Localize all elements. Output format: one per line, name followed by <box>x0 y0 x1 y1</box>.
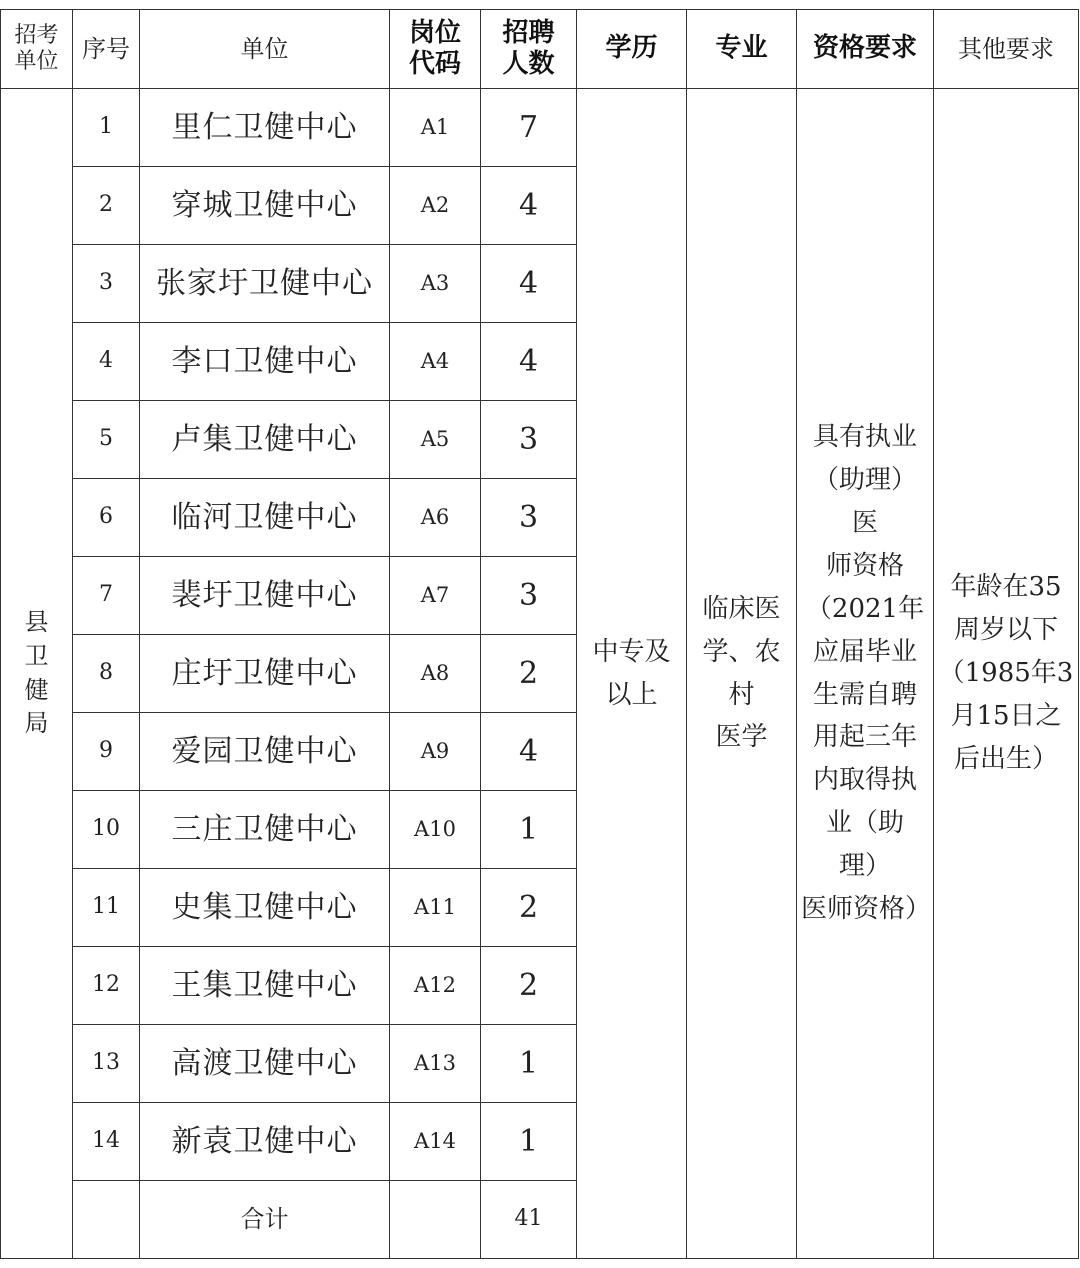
total-label: 合计 <box>140 1181 390 1259</box>
count-cell: 2 <box>481 635 577 713</box>
unit-cell: 卢集卫健中心 <box>140 401 390 479</box>
header-count: 招聘 人数 <box>481 10 577 89</box>
qualification-cell: 具有执业 （助理）医 师资格 （2021年 应届毕业 生需自聘 用起三年 内取得执 业（助理） 医师资格） <box>797 89 934 1259</box>
total-seq-empty <box>73 1181 140 1259</box>
seq-cell: 2 <box>73 167 140 245</box>
unit-cell: 临河卫健中心 <box>140 479 390 557</box>
code-cell: A14 <box>390 1103 481 1181</box>
header-major: 专业 <box>687 10 797 89</box>
unit-cell: 裴圩卫健中心 <box>140 557 390 635</box>
unit-cell: 王集卫健中心 <box>140 947 390 1025</box>
unit-cell: 张家圩卫健中心 <box>140 245 390 323</box>
seq-cell: 14 <box>73 1103 140 1181</box>
header-other: 其他要求 <box>934 10 1079 89</box>
seq-cell: 1 <box>73 89 140 167</box>
count-cell: 3 <box>481 401 577 479</box>
unit-cell: 爱园卫健中心 <box>140 713 390 791</box>
code-cell: A6 <box>390 479 481 557</box>
total-code-empty <box>390 1181 481 1259</box>
count-cell: 4 <box>481 713 577 791</box>
code-cell: A2 <box>390 167 481 245</box>
count-cell: 1 <box>481 1025 577 1103</box>
count-cell: 7 <box>481 89 577 167</box>
count-cell: 1 <box>481 791 577 869</box>
seq-cell: 13 <box>73 1025 140 1103</box>
code-cell: A11 <box>390 869 481 947</box>
seq-cell: 12 <box>73 947 140 1025</box>
header-qualification: 资格要求 <box>797 10 934 89</box>
count-cell: 2 <box>481 947 577 1025</box>
unit-cell: 三庄卫健中心 <box>140 791 390 869</box>
header-education: 学历 <box>577 10 687 89</box>
count-cell: 1 <box>481 1103 577 1181</box>
code-cell: A1 <box>390 89 481 167</box>
major-cell: 临床医 学、农村 医学 <box>687 89 797 1259</box>
recruitment-table <box>0 9 1079 1259</box>
code-cell: A5 <box>390 401 481 479</box>
count-cell: 2 <box>481 869 577 947</box>
seq-cell: 10 <box>73 791 140 869</box>
code-cell: A3 <box>390 245 481 323</box>
code-cell: A7 <box>390 557 481 635</box>
count-cell: 3 <box>481 557 577 635</box>
dept-cell: 县 卫 健 局 <box>1 89 73 1259</box>
header-seq: 序号 <box>73 10 140 89</box>
other-cell: 年龄在35 周岁以下 （1985年3 月15日之 后出生） <box>934 89 1079 1259</box>
header-dept: 招考 单位 <box>1 10 73 89</box>
seq-cell: 8 <box>73 635 140 713</box>
count-cell: 4 <box>481 323 577 401</box>
count-cell: 4 <box>481 245 577 323</box>
seq-cell: 9 <box>73 713 140 791</box>
seq-cell: 6 <box>73 479 140 557</box>
unit-cell: 庄圩卫健中心 <box>140 635 390 713</box>
code-cell: A12 <box>390 947 481 1025</box>
table-row <box>1 89 1079 167</box>
code-cell: A4 <box>390 323 481 401</box>
code-cell: A13 <box>390 1025 481 1103</box>
code-cell: A9 <box>390 713 481 791</box>
seq-cell: 7 <box>73 557 140 635</box>
header-row <box>1 10 1079 89</box>
seq-cell: 4 <box>73 323 140 401</box>
code-cell: A10 <box>390 791 481 869</box>
code-cell: A8 <box>390 635 481 713</box>
unit-cell: 穿城卫健中心 <box>140 167 390 245</box>
count-cell: 3 <box>481 479 577 557</box>
education-cell: 中专及 以上 <box>577 89 687 1259</box>
unit-cell: 里仁卫健中心 <box>140 89 390 167</box>
count-cell: 4 <box>481 167 577 245</box>
total-count: 41 <box>481 1181 577 1259</box>
header-code: 岗位 代码 <box>390 10 481 89</box>
seq-cell: 11 <box>73 869 140 947</box>
unit-cell: 新袁卫健中心 <box>140 1103 390 1181</box>
unit-cell: 高渡卫健中心 <box>140 1025 390 1103</box>
seq-cell: 5 <box>73 401 140 479</box>
unit-cell: 史集卫健中心 <box>140 869 390 947</box>
unit-cell: 李口卫健中心 <box>140 323 390 401</box>
seq-cell: 3 <box>73 245 140 323</box>
header-unit: 单位 <box>140 10 390 89</box>
